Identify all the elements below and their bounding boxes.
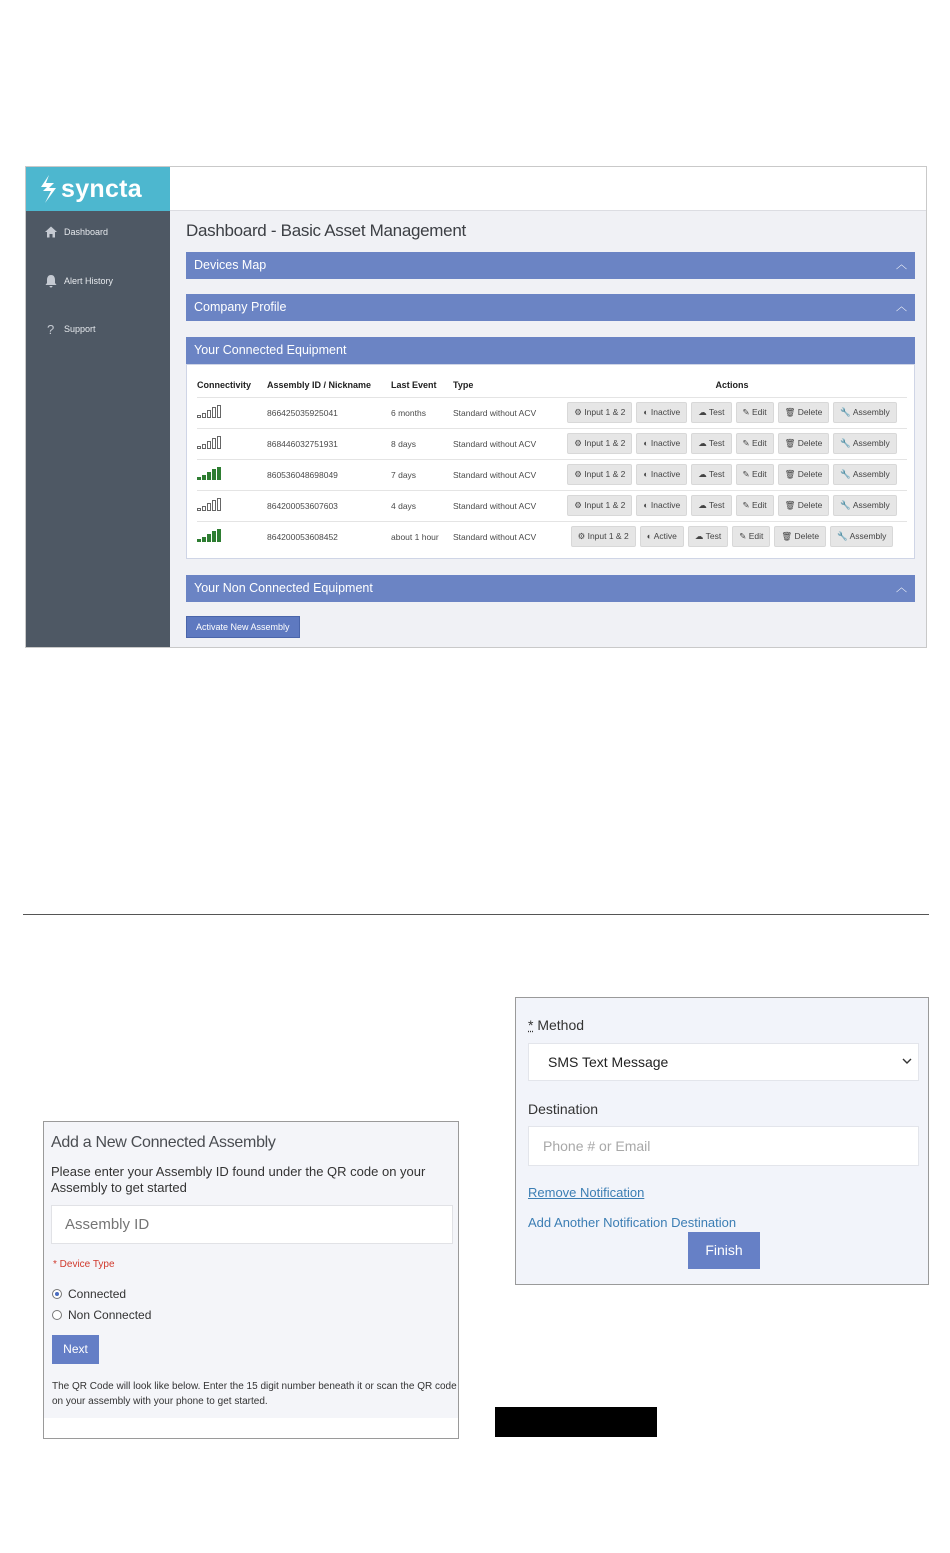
action-button[interactable] bbox=[567, 495, 632, 516]
method-select[interactable] bbox=[528, 1043, 919, 1081]
radio-button[interactable] bbox=[52, 1289, 62, 1299]
action-label: Input 1 & 2 bbox=[584, 469, 626, 479]
method-label-text: Method bbox=[537, 1017, 585, 1033]
non-connected-equipment-panel[interactable] bbox=[186, 575, 915, 602]
connected-equipment-body bbox=[186, 364, 915, 559]
action-label: Inactive bbox=[650, 469, 681, 479]
panel-title: Your Connected Equipment bbox=[194, 343, 347, 357]
action-button[interactable] bbox=[778, 495, 830, 516]
table-row bbox=[197, 397, 907, 428]
action-button[interactable] bbox=[833, 402, 896, 423]
equipment-table bbox=[197, 373, 907, 552]
type-cell: Standard without ACV bbox=[453, 490, 557, 521]
signal-bar bbox=[212, 438, 216, 449]
actions-cell bbox=[557, 459, 907, 490]
column-header: Last Event bbox=[391, 379, 437, 390]
table-row bbox=[197, 490, 907, 521]
section-divider bbox=[23, 914, 929, 915]
action-buttons bbox=[557, 495, 907, 516]
signal-bar bbox=[212, 500, 216, 511]
syncta-logo-icon bbox=[38, 174, 58, 204]
edit-icon: ✎ bbox=[742, 438, 752, 448]
action-button[interactable] bbox=[571, 526, 636, 547]
action-button[interactable] bbox=[636, 464, 687, 485]
last-event-cell: 8 days bbox=[391, 428, 453, 459]
signal-bar bbox=[202, 475, 206, 480]
action-button[interactable] bbox=[567, 433, 632, 454]
signal-bar bbox=[212, 531, 216, 542]
connectivity-cell bbox=[197, 490, 267, 521]
signal-bar bbox=[207, 472, 211, 480]
action-button[interactable] bbox=[830, 526, 893, 547]
trash-icon: 🗑 bbox=[784, 438, 798, 448]
brand-name: syncta bbox=[61, 174, 143, 203]
action-button[interactable] bbox=[736, 495, 774, 516]
trash-icon: 🗑 bbox=[781, 531, 795, 542]
action-button[interactable] bbox=[688, 526, 728, 547]
trash-icon: 🗑 bbox=[784, 469, 798, 479]
toggle-icon: ◐ bbox=[643, 469, 651, 479]
signal-bar bbox=[197, 477, 201, 480]
panel-title: Your Non Connected Equipment bbox=[194, 581, 373, 595]
action-label: Assembly bbox=[852, 438, 890, 448]
bell-icon bbox=[44, 274, 58, 288]
cloud-icon: ☁ bbox=[698, 438, 709, 448]
signal-bar bbox=[212, 407, 216, 418]
action-button[interactable] bbox=[778, 402, 830, 423]
connectivity-cell bbox=[197, 459, 267, 490]
action-label: Test bbox=[708, 469, 725, 479]
dashboard-screenshot bbox=[25, 166, 927, 648]
wrench-icon: 🔧 bbox=[840, 407, 853, 417]
assembly-id-cell: 860536048698049 bbox=[267, 459, 391, 490]
edit-icon: ✎ bbox=[742, 500, 752, 510]
instructions-text: Please enter your Assembly ID found under the QR code on your Assembly to get started bbox=[51, 1164, 426, 1195]
action-label: Delete bbox=[797, 438, 823, 448]
method-label bbox=[528, 1017, 584, 1033]
table-row bbox=[197, 521, 907, 552]
action-label: Edit bbox=[751, 438, 767, 448]
gears-icon: ⚙ bbox=[577, 531, 588, 542]
cloud-icon: ☁ bbox=[698, 407, 709, 417]
edit-icon: ✎ bbox=[739, 531, 749, 542]
sidebar-item-alert-history[interactable] bbox=[44, 274, 113, 288]
chevron-up-icon[interactable]: ︿ bbox=[896, 301, 907, 313]
add-assembly-dialog bbox=[43, 1121, 459, 1439]
column-header: Assembly ID / Nickname bbox=[267, 379, 372, 390]
option-label: Non Connected bbox=[68, 1308, 152, 1322]
action-button[interactable] bbox=[778, 433, 830, 454]
column-header: Connectivity bbox=[197, 379, 252, 390]
svg-text:?: ? bbox=[47, 322, 55, 336]
action-button[interactable] bbox=[636, 433, 687, 454]
radio-button[interactable] bbox=[52, 1310, 62, 1320]
connected-equipment-panel[interactable] bbox=[186, 337, 915, 364]
destination-input[interactable]: Phone # or Email bbox=[528, 1126, 919, 1166]
action-label: Edit bbox=[751, 500, 767, 510]
assembly-id-cell: 864200053607603 bbox=[267, 490, 391, 521]
action-label: Delete bbox=[794, 531, 820, 542]
last-event-cell: 4 days bbox=[391, 490, 453, 521]
signal-bar bbox=[212, 469, 216, 480]
signal-strength-icon bbox=[197, 405, 221, 418]
action-label: Test bbox=[708, 500, 725, 510]
cloud-icon: ☁ bbox=[698, 500, 709, 510]
gears-icon: ⚙ bbox=[574, 407, 585, 417]
action-label: Inactive bbox=[650, 407, 681, 417]
action-button[interactable] bbox=[691, 495, 731, 516]
signal-bar bbox=[197, 508, 201, 511]
action-label: Assembly bbox=[849, 531, 887, 542]
toggle-icon: ◐ bbox=[643, 500, 651, 510]
signal-bar bbox=[197, 415, 201, 418]
device-type-option-non-connected[interactable] bbox=[52, 1308, 151, 1322]
signal-bar bbox=[207, 534, 211, 542]
action-label: Delete bbox=[797, 469, 823, 479]
type-cell: Standard without ACV bbox=[453, 397, 557, 428]
action-label: Input 1 & 2 bbox=[587, 531, 629, 542]
panel-title: Company Profile bbox=[194, 300, 287, 314]
signal-bar bbox=[197, 539, 201, 542]
sidebar bbox=[26, 167, 170, 647]
action-label: Edit bbox=[751, 469, 767, 479]
cloud-icon: ☁ bbox=[698, 469, 709, 479]
signal-bar bbox=[207, 441, 211, 449]
trash-icon: 🗑 bbox=[784, 500, 798, 510]
device-type-option-connected[interactable] bbox=[52, 1287, 126, 1301]
action-button[interactable] bbox=[732, 526, 770, 547]
finish-button[interactable]: Finish bbox=[688, 1232, 760, 1269]
signal-bar bbox=[217, 467, 221, 480]
signal-strength-icon bbox=[197, 498, 221, 511]
actions-cell bbox=[557, 521, 907, 552]
table-header-row bbox=[197, 373, 907, 397]
last-event-cell: 6 months bbox=[391, 397, 453, 428]
actions-cell bbox=[557, 490, 907, 521]
sidebar-item-dashboard[interactable] bbox=[44, 225, 108, 239]
signal-strength-icon bbox=[197, 529, 221, 542]
wrench-icon: 🔧 bbox=[840, 438, 853, 448]
assembly-id-cell: 864200053608452 bbox=[267, 521, 391, 552]
cloud-icon: ☁ bbox=[694, 531, 706, 542]
actions-cell bbox=[557, 397, 907, 428]
signal-bar bbox=[217, 529, 221, 542]
type-cell: Standard without ACV bbox=[453, 521, 557, 552]
panel-title: Devices Map bbox=[194, 258, 267, 272]
action-button[interactable] bbox=[567, 464, 632, 485]
action-button[interactable] bbox=[636, 495, 687, 516]
action-label: Assembly bbox=[852, 407, 890, 417]
assembly-id-cell: 868446032751931 bbox=[267, 428, 391, 459]
signal-bar bbox=[202, 413, 206, 418]
action-button[interactable] bbox=[833, 433, 896, 454]
edit-icon: ✎ bbox=[742, 407, 752, 417]
action-button[interactable] bbox=[567, 402, 632, 423]
type-cell: Standard without ACV bbox=[453, 428, 557, 459]
wrench-icon: 🔧 bbox=[837, 531, 850, 542]
actions-cell bbox=[557, 428, 907, 459]
action-label: Edit bbox=[748, 531, 764, 542]
action-label: Input 1 & 2 bbox=[584, 500, 626, 510]
signal-bar bbox=[197, 446, 201, 449]
signal-bar bbox=[207, 503, 211, 511]
toggle-icon: ◐ bbox=[643, 407, 651, 417]
action-buttons bbox=[557, 433, 907, 454]
sidebar-item-support[interactable] bbox=[44, 322, 96, 336]
signal-bar bbox=[217, 405, 221, 418]
brand-logo[interactable] bbox=[26, 167, 170, 211]
assembly-id-input[interactable] bbox=[51, 1205, 453, 1244]
action-button[interactable] bbox=[736, 402, 774, 423]
signal-bar bbox=[207, 410, 211, 418]
devices-map-panel[interactable] bbox=[186, 252, 915, 279]
action-label: Assembly bbox=[852, 469, 890, 479]
gears-icon: ⚙ bbox=[574, 469, 585, 479]
notification-settings-box bbox=[515, 997, 929, 1285]
chevron-down-icon bbox=[900, 1054, 914, 1068]
action-label: Test bbox=[708, 438, 725, 448]
table-row bbox=[197, 459, 907, 490]
edit-icon: ✎ bbox=[742, 469, 752, 479]
action-button[interactable] bbox=[833, 464, 896, 485]
trash-icon: 🗑 bbox=[784, 407, 798, 417]
signal-bar bbox=[202, 506, 206, 511]
action-label: Inactive bbox=[650, 500, 681, 510]
required-marker: * bbox=[528, 1017, 534, 1033]
sidebar-item-label: Dashboard bbox=[64, 227, 109, 237]
action-label: Active bbox=[653, 531, 677, 542]
wrench-icon: 🔧 bbox=[840, 469, 853, 479]
action-label: Test bbox=[708, 407, 725, 417]
destination-label: Destination bbox=[528, 1101, 599, 1117]
chevron-up-icon[interactable]: ︿ bbox=[896, 582, 907, 594]
action-button[interactable] bbox=[691, 464, 731, 485]
option-label: Connected bbox=[68, 1287, 127, 1301]
add-assembly-body bbox=[44, 1122, 458, 1418]
remove-notification-link[interactable]: Remove Notification bbox=[528, 1185, 645, 1200]
action-button[interactable] bbox=[774, 526, 826, 547]
signal-strength-icon bbox=[197, 467, 221, 480]
sidebar-item-label: Alert History bbox=[64, 276, 114, 286]
sidebar-item-label: Support bbox=[64, 324, 96, 334]
action-label: Delete bbox=[797, 500, 823, 510]
chevron-up-icon[interactable]: ︿ bbox=[896, 259, 907, 271]
type-cell: Standard without ACV bbox=[453, 459, 557, 490]
dialog-title: Add a New Connected Assembly bbox=[51, 1134, 276, 1151]
action-label: Inactive bbox=[650, 438, 681, 448]
signal-bar bbox=[202, 444, 206, 449]
action-button[interactable] bbox=[640, 526, 684, 547]
action-buttons bbox=[557, 526, 907, 547]
next-button[interactable]: Next bbox=[52, 1335, 99, 1364]
action-label: Test bbox=[705, 531, 722, 542]
signal-bar bbox=[217, 436, 221, 449]
action-button[interactable] bbox=[691, 433, 731, 454]
gears-icon: ⚙ bbox=[574, 500, 585, 510]
action-button[interactable] bbox=[636, 402, 687, 423]
last-event-cell: 7 days bbox=[391, 459, 453, 490]
device-type-label: * Device Type bbox=[53, 1259, 115, 1270]
action-button[interactable] bbox=[778, 464, 830, 485]
signal-strength-icon bbox=[197, 436, 221, 449]
activate-new-assembly-button[interactable]: Activate New Assembly bbox=[186, 616, 300, 638]
action-label: Delete bbox=[797, 407, 823, 417]
action-label: Assembly bbox=[852, 500, 890, 510]
method-selected-value: SMS Text Message bbox=[548, 1054, 669, 1070]
action-buttons bbox=[557, 402, 907, 423]
column-header: Type bbox=[453, 379, 474, 390]
page-title: Dashboard - Basic Asset Management bbox=[186, 221, 466, 240]
action-label: Input 1 & 2 bbox=[584, 438, 626, 448]
question-icon bbox=[44, 322, 58, 336]
action-button[interactable] bbox=[691, 402, 731, 423]
action-label: Edit bbox=[751, 407, 767, 417]
toggle-icon: ◐ bbox=[646, 531, 654, 542]
home-icon bbox=[44, 225, 58, 239]
action-button[interactable] bbox=[736, 464, 774, 485]
qr-code-note: The QR Code will look like below. Enter the 15 digit number beneath it or scan the QR code on your assembly with your phone to get started. bbox=[52, 1381, 457, 1407]
add-notification-destination-link[interactable]: Add Another Notification Destination bbox=[528, 1215, 737, 1230]
last-event-cell: about 1 hour bbox=[391, 521, 453, 552]
gears-icon: ⚙ bbox=[574, 438, 585, 448]
action-button[interactable] bbox=[736, 433, 774, 454]
signal-bar bbox=[202, 537, 206, 542]
company-profile-panel[interactable] bbox=[186, 294, 915, 321]
connectivity-cell bbox=[197, 521, 267, 552]
toggle-icon: ◐ bbox=[643, 438, 651, 448]
top-bar bbox=[170, 167, 926, 211]
redaction-bar bbox=[495, 1407, 657, 1437]
column-header: Actions bbox=[715, 379, 749, 390]
action-button[interactable] bbox=[833, 495, 896, 516]
table-row bbox=[197, 428, 907, 459]
connectivity-cell bbox=[197, 428, 267, 459]
action-buttons bbox=[557, 464, 907, 485]
wrench-icon: 🔧 bbox=[840, 500, 853, 510]
action-label: Input 1 & 2 bbox=[584, 407, 626, 417]
assembly-id-cell: 866425035925041 bbox=[267, 397, 391, 428]
signal-bar bbox=[217, 498, 221, 511]
connectivity-cell bbox=[197, 397, 267, 428]
